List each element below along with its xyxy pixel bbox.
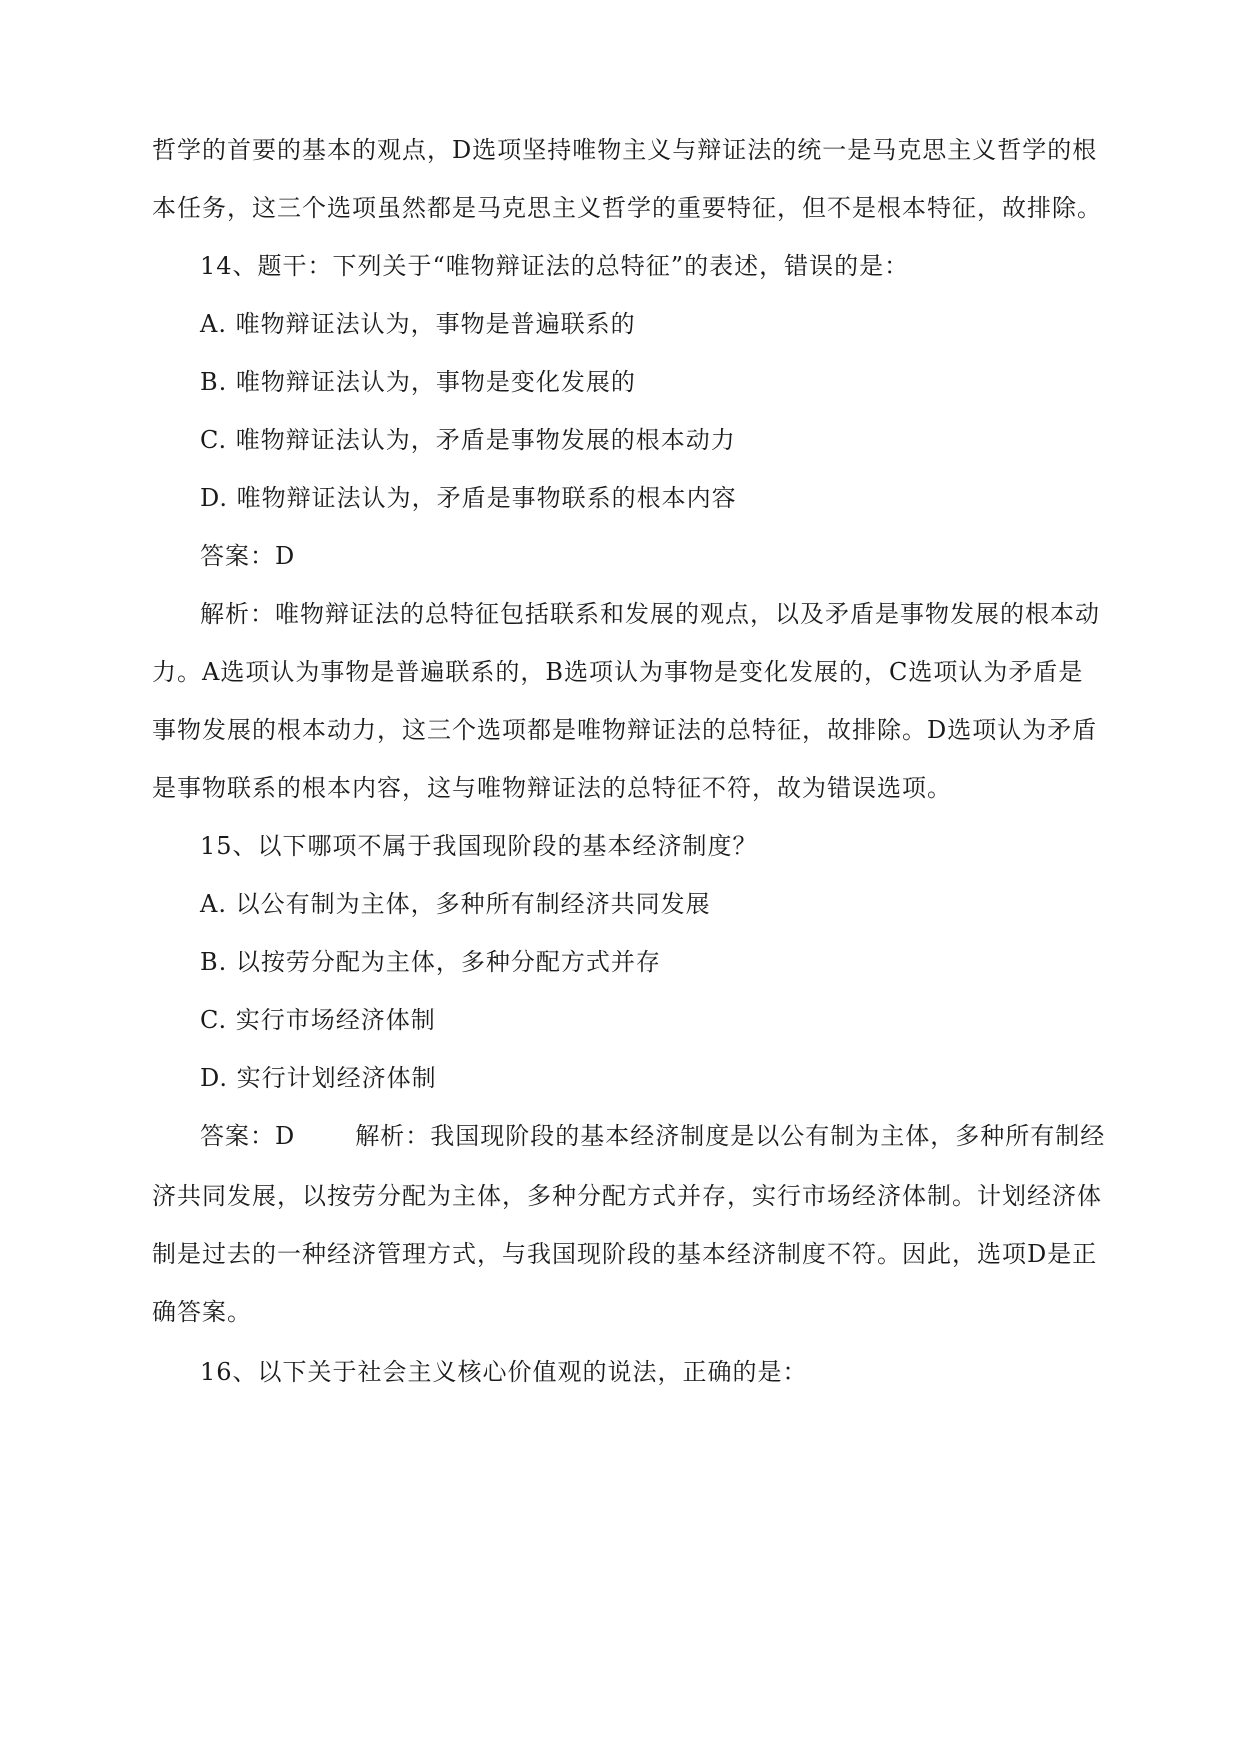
q15-analysis-line-1: 解析：我国现阶段的基本经济制度是以公有制为主体，多种所有制经 (355, 1122, 1106, 1150)
q13-analysis-line-1: 哲学的首要的基本的观点，D选项坚持唯物主义与辩证法的统一是马克思主义哲学的根 (152, 136, 1098, 164)
q15-stem: 15、以下哪项不属于我国现阶段的基本经济制度？ (200, 832, 758, 860)
q14-option-b: B. 唯物辩证法认为，事物是变化发展的 (200, 368, 636, 396)
q14-analysis-line-2: 力。A选项认为事物是普遍联系的，B选项认为事物是变化发展的，C选项认为矛盾是 (152, 658, 1084, 686)
q15-option-b: B. 以按劳分配为主体，多种分配方式并存 (200, 948, 661, 976)
q14-option-c: C. 唯物辩证法认为，矛盾是事物发展的根本动力 (200, 426, 736, 454)
q15-analysis-line-2: 济共同发展，以按劳分配为主体，多种分配方式并存，实行市场经济体制。计划经济体 (152, 1182, 1102, 1210)
q14-option-d: D. 唯物辩证法认为，矛盾是事物联系的根本内容 (200, 484, 737, 512)
q15-answer-analysis-line (200, 1120, 1140, 1152)
q14-analysis-line-3: 事物发展的根本动力，这三个选项都是唯物辩证法的总特征，故排除。D选项认为矛盾 (152, 716, 1098, 744)
q14-analysis-line-4: 是事物联系的根本内容，这与唯物辩证法的总特征不符，故为错误选项。 (152, 774, 952, 802)
q15-option-c: C. 实行市场经济体制 (200, 1006, 436, 1034)
q14-answer: 答案：D (200, 542, 296, 570)
q15-answer: 答案：D (200, 1122, 296, 1150)
q14-stem: 14、题干：下列关于“唯物辩证法的总特征”的表述，错误的是： (200, 252, 910, 280)
q15-option-a: A. 以公有制为主体，多种所有制经济共同发展 (200, 890, 711, 918)
q15-analysis-line-3: 制是过去的一种经济管理方式，与我国现阶段的基本经济制度不符。因此，选项D是正 (152, 1240, 1098, 1268)
q13-analysis-line-2: 本任务，这三个选项虽然都是马克思主义哲学的重要特征，但不是根本特征，故排除。 (152, 194, 1102, 222)
q16-stem: 16、以下关于社会主义核心价值观的说法，正确的是： (200, 1358, 808, 1386)
q15-analysis-line-4: 确答案。 (152, 1298, 252, 1326)
q15-option-d: D. 实行计划经济体制 (200, 1064, 437, 1092)
q14-analysis-line-1: 解析：唯物辩证法的总特征包括联系和发展的观点，以及矛盾是事物发展的根本动 (200, 600, 1100, 628)
q14-option-a: A. 唯物辩证法认为，事物是普遍联系的 (200, 310, 636, 338)
